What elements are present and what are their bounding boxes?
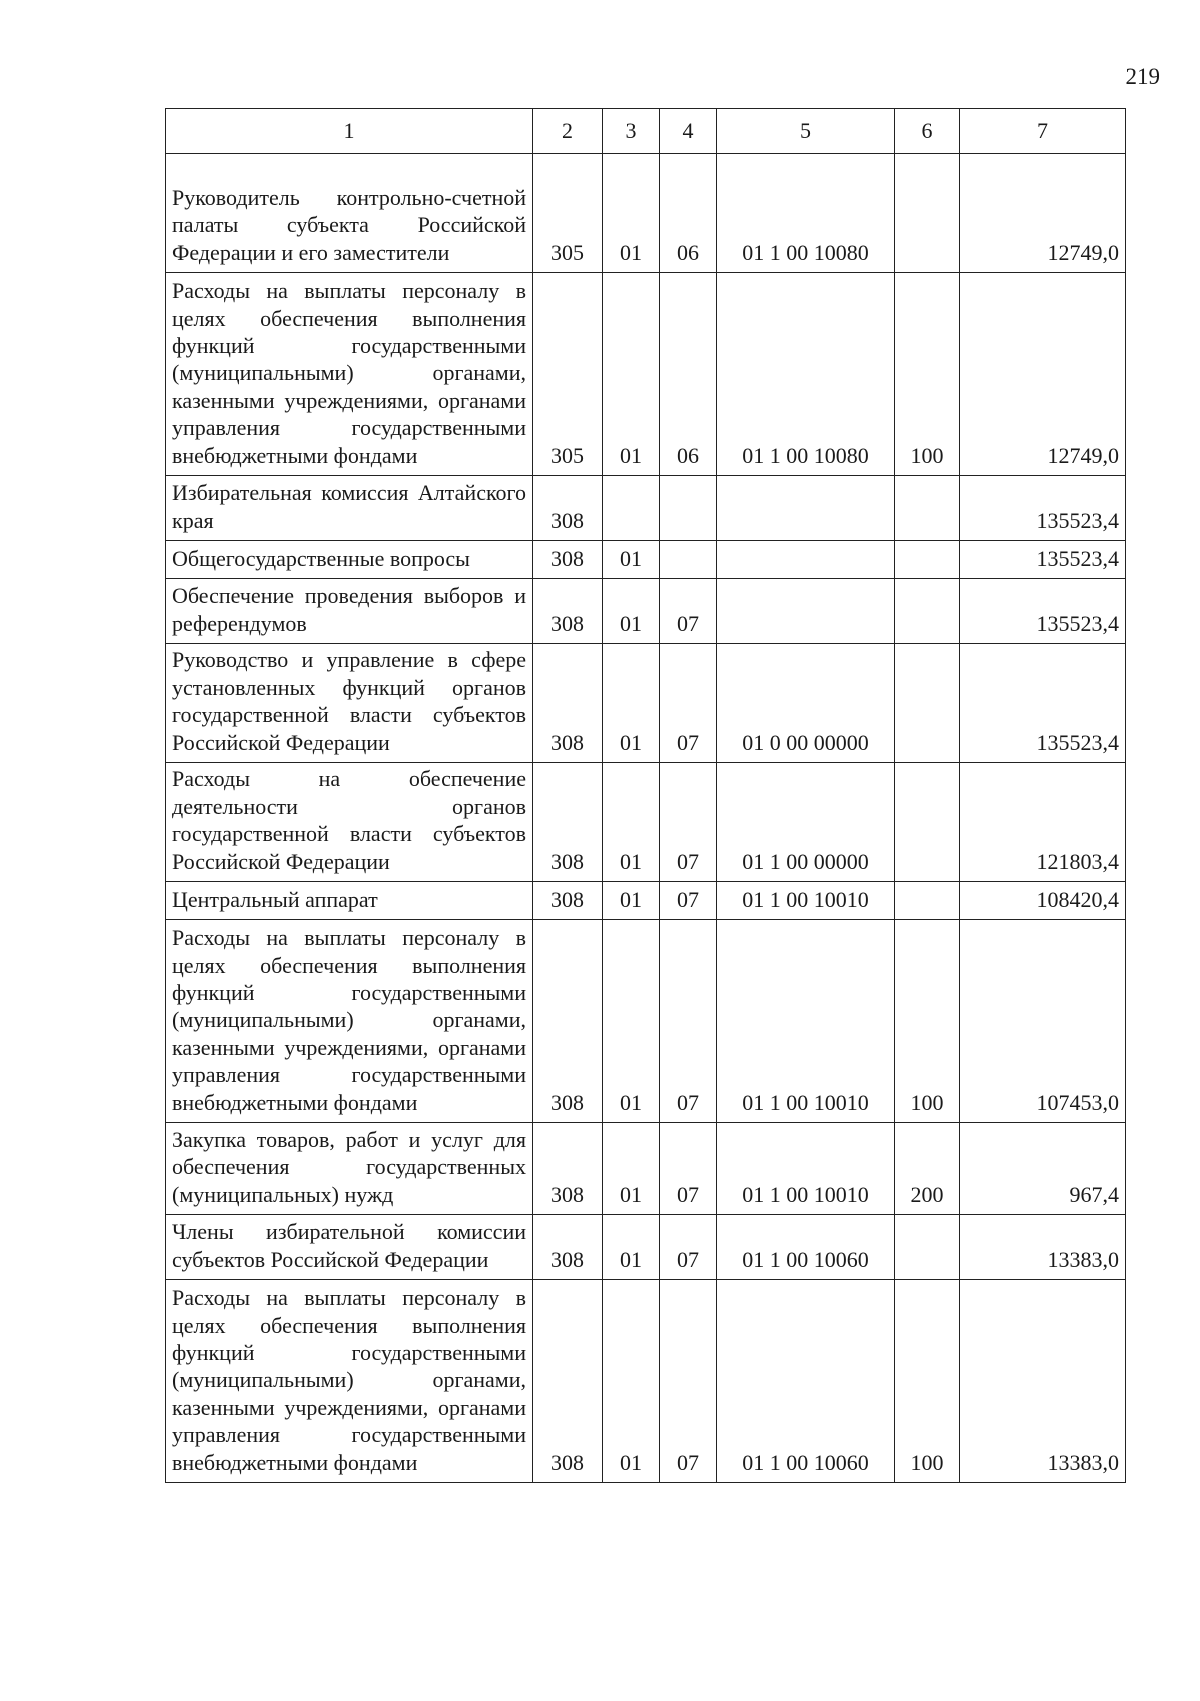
expense-name-cell: Избирательная комиссия Алтайского края [166, 476, 533, 541]
amount-cell: 107453,0 [960, 920, 1126, 1123]
budget-table [165, 108, 1126, 1483]
table-header-row [166, 109, 1126, 154]
subsection-cell: 07 [660, 920, 717, 1123]
code-cell: 308 [533, 763, 603, 882]
target-article-cell [717, 541, 895, 579]
target-article-cell: 01 1 00 10010 [717, 882, 895, 920]
expense-name-cell: Обеспечение проведения выборов и референдумов [166, 579, 533, 644]
amount-cell: 12749,0 [960, 273, 1126, 476]
code-cell: 308 [533, 882, 603, 920]
subsection-cell: 06 [660, 154, 717, 273]
amount-cell: 13383,0 [960, 1280, 1126, 1483]
section-cell: 01 [603, 920, 660, 1123]
table-row [166, 579, 1126, 644]
section-cell: 01 [603, 273, 660, 476]
column-header: 7 [960, 109, 1126, 154]
subsection-cell: 07 [660, 763, 717, 882]
amount-cell: 108420,4 [960, 882, 1126, 920]
target-article-cell [717, 476, 895, 541]
section-cell: 01 [603, 763, 660, 882]
target-article-cell: 01 1 00 00000 [717, 763, 895, 882]
expense-type-cell [895, 476, 960, 541]
target-article-cell: 01 0 00 00000 [717, 644, 895, 763]
code-cell: 308 [533, 476, 603, 541]
table-row [166, 644, 1126, 763]
expense-type-cell [895, 154, 960, 273]
section-cell: 01 [603, 882, 660, 920]
code-cell: 305 [533, 154, 603, 273]
section-cell: 01 [603, 541, 660, 579]
section-cell [603, 476, 660, 541]
section-cell: 01 [603, 579, 660, 644]
amount-cell: 13383,0 [960, 1215, 1126, 1280]
expense-name-cell: Центральный аппарат [166, 882, 533, 920]
column-header: 6 [895, 109, 960, 154]
expense-type-cell: 100 [895, 1280, 960, 1483]
expense-name-cell: Руководство и управление в сфере установленных функций органов государственной власти субъектов Российской Федерации [166, 644, 533, 763]
section-cell: 01 [603, 154, 660, 273]
section-cell: 01 [603, 1123, 660, 1215]
subsection-cell: 07 [660, 882, 717, 920]
table-row [166, 1280, 1126, 1483]
expense-type-cell [895, 644, 960, 763]
amount-cell: 135523,4 [960, 541, 1126, 579]
expense-type-cell [895, 763, 960, 882]
code-cell: 308 [533, 644, 603, 763]
table-row [166, 1215, 1126, 1280]
section-cell: 01 [603, 1215, 660, 1280]
table-row [166, 882, 1126, 920]
code-cell: 308 [533, 541, 603, 579]
column-header: 1 [166, 109, 533, 154]
table-row [166, 476, 1126, 541]
subsection-cell [660, 541, 717, 579]
amount-cell: 121803,4 [960, 763, 1126, 882]
target-article-cell: 01 1 00 10060 [717, 1280, 895, 1483]
expense-type-cell [895, 579, 960, 644]
subsection-cell: 07 [660, 1280, 717, 1483]
code-cell: 308 [533, 579, 603, 644]
expense-type-cell: 100 [895, 273, 960, 476]
expense-type-cell [895, 882, 960, 920]
expense-type-cell: 200 [895, 1123, 960, 1215]
table-row [166, 273, 1126, 476]
subsection-cell: 07 [660, 579, 717, 644]
amount-cell: 135523,4 [960, 579, 1126, 644]
table-row [166, 541, 1126, 579]
code-cell: 308 [533, 920, 603, 1123]
target-article-cell: 01 1 00 10010 [717, 1123, 895, 1215]
expense-name-cell: Закупка товаров, работ и услуг для обеспечения государственных (муниципальных) нужд [166, 1123, 533, 1215]
table-row [166, 763, 1126, 882]
expense-name-cell: Расходы на выплаты персоналу в целях обеспечения выполнения функций государственными (муниципальными) органами, казенными учреждениями, органами управления государственными внебюджетными фондами [166, 273, 533, 476]
target-article-cell: 01 1 00 10080 [717, 154, 895, 273]
amount-cell: 12749,0 [960, 154, 1126, 273]
code-cell: 308 [533, 1280, 603, 1483]
column-header: 4 [660, 109, 717, 154]
target-article-cell: 01 1 00 10010 [717, 920, 895, 1123]
expense-name-cell: Руководитель контрольно-счетной палаты субъекта Российской Федерации и его заместители [166, 154, 533, 273]
expense-name-cell: Общегосударственные вопросы [166, 541, 533, 579]
expense-name-cell: Расходы на обеспечение деятельности органов государственной власти субъектов Российской Федерации [166, 763, 533, 882]
target-article-cell [717, 579, 895, 644]
expense-name-cell: Расходы на выплаты персоналу в целях обеспечения выполнения функций государственными (муниципальными) органами, казенными учреждениями, органами управления государственными внебюджетными фондами [166, 1280, 533, 1483]
section-cell: 01 [603, 644, 660, 763]
amount-cell: 135523,4 [960, 476, 1126, 541]
target-article-cell: 01 1 00 10060 [717, 1215, 895, 1280]
table-row [166, 154, 1126, 273]
expense-name-cell: Расходы на выплаты персоналу в целях обеспечения выполнения функций государственными (муниципальными) органами, казенными учреждениями, органами управления государственными внебюджетными фондами [166, 920, 533, 1123]
subsection-cell: 07 [660, 1123, 717, 1215]
amount-cell: 967,4 [960, 1123, 1126, 1215]
column-header: 3 [603, 109, 660, 154]
subsection-cell [660, 476, 717, 541]
column-header: 2 [533, 109, 603, 154]
expense-type-cell [895, 1215, 960, 1280]
code-cell: 308 [533, 1215, 603, 1280]
subsection-cell: 07 [660, 644, 717, 763]
expense-type-cell [895, 541, 960, 579]
page-number: 219 [1125, 64, 1160, 89]
column-header: 5 [717, 109, 895, 154]
target-article-cell: 01 1 00 10080 [717, 273, 895, 476]
table-row [166, 920, 1126, 1123]
expense-name-cell: Члены избирательной комиссии субъектов Российской Федерации [166, 1215, 533, 1280]
subsection-cell: 07 [660, 1215, 717, 1280]
expense-type-cell: 100 [895, 920, 960, 1123]
code-cell: 305 [533, 273, 603, 476]
table-row [166, 1123, 1126, 1215]
subsection-cell: 06 [660, 273, 717, 476]
amount-cell: 135523,4 [960, 644, 1126, 763]
section-cell: 01 [603, 1280, 660, 1483]
code-cell: 308 [533, 1123, 603, 1215]
